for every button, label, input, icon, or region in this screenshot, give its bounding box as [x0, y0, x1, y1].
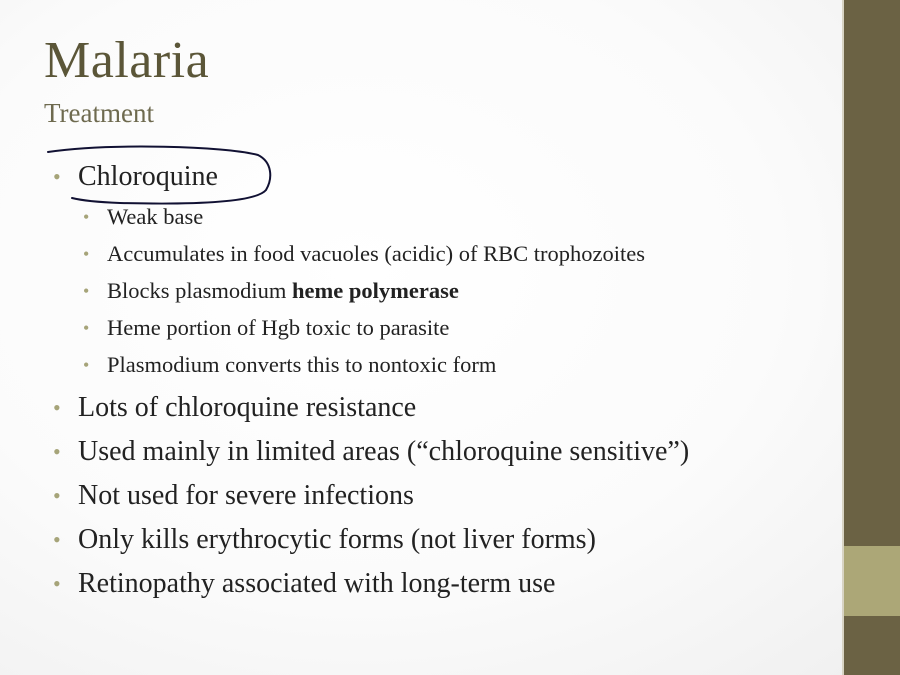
bullet-dot-icon: • [83, 244, 90, 264]
bullet-text-bold: heme polymerase [292, 278, 459, 303]
sub-bullet-item [83, 351, 497, 379]
bullet-item [53, 567, 556, 601]
bullet-dot-icon: • [53, 571, 61, 596]
bullet-item [53, 523, 596, 557]
bullet-text: Heme portion of Hgb toxic to parasite [107, 315, 450, 340]
bullet-item [53, 479, 414, 513]
bullet-text: Weak base [107, 204, 204, 229]
bullet-text: Chloroquine [78, 161, 218, 192]
sub-bullet-item [83, 203, 204, 231]
bullet-dot-icon: • [53, 483, 61, 508]
bullet-text: Only kills erythrocytic forms (not liver forms) [78, 524, 596, 555]
bullet-dot-icon: • [83, 207, 90, 227]
slide-subtitle: Treatment [44, 98, 154, 128]
bullet-item [53, 435, 690, 469]
bullet-dot-icon: • [83, 318, 90, 338]
bullet-text: Lots of chloroquine resistance [78, 392, 417, 423]
bullet-dot-icon: • [83, 281, 90, 301]
bullet-item [53, 160, 218, 194]
sub-bullet-item [83, 277, 459, 305]
bullet-text: Used mainly in limited areas (“chloroquine sensitive”) [78, 436, 690, 467]
bullet-dot-icon: • [83, 355, 90, 375]
sub-bullet-item [83, 314, 450, 342]
bullet-dot-icon: • [53, 395, 61, 420]
bullet-text: Accumulates in food vacuoles (acidic) of RBC trophozoites [107, 241, 645, 266]
bullet-text: Retinopathy associated with long-term use [78, 568, 556, 599]
bullet-text: Plasmodium converts this to nontoxic form [107, 352, 497, 377]
sidebar-accent-block [844, 546, 900, 616]
slide-title: Malaria [44, 32, 210, 89]
bullet-item [53, 391, 417, 425]
bullet-dot-icon: • [53, 527, 61, 552]
bullet-text: Not used for severe infections [78, 480, 414, 511]
bullet-dot-icon: • [53, 439, 61, 464]
sub-bullet-item [83, 240, 645, 268]
bullet-text: Blocks plasmodium [107, 278, 292, 303]
bullet-dot-icon: • [53, 164, 61, 189]
